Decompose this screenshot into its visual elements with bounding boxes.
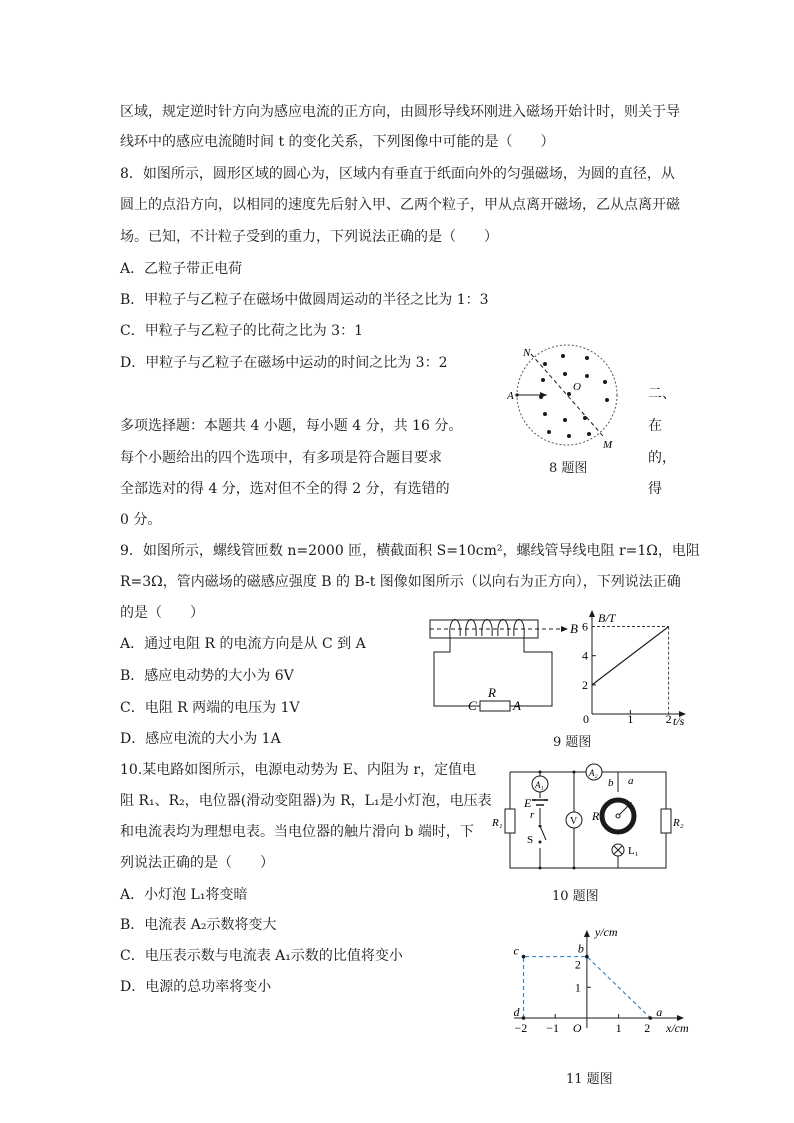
fig9-label-r: R [488,685,496,700]
q8-line-2: 圆上的点沿方向，以相同的速度先后射入甲、乙两个粒子，甲从点离开磁场，乙从点离开磁 [120,197,680,213]
fig11-tick-label-x2: 2 [644,1021,651,1035]
q9-line-3: 的是（ ） [120,605,204,621]
q9-line-2: R=3Ω，管内磁场的磁感应强度 B 的 B-t 图像如图所示（以向右为正方向），下列说法正确 [120,574,681,590]
fig9-label-a: A [513,698,521,713]
fig10-label-r1: R₁ [492,817,503,829]
section-2-line-2: 每个小题给出的四个选项中，有多项是符合题目要求 [120,450,442,466]
figure-8 [505,342,625,452]
figure-11-caption: 11 题图 [566,1072,613,1087]
fig11-x-axis-label: x/cm [666,1021,689,1035]
fig11-tick-label-x-minus-1: −1 [546,1021,559,1035]
fig9-tick-label-4: 4 [582,648,588,663]
q10-line-3: 和电流表均为理想电表。当电位器的触片滑向 b 端时，下 [120,824,474,840]
q10-option-c: C．电压表示数与电流表 A₁示数的比值将变小 [120,948,403,964]
fig11-tick-label-y2: 2 [574,957,581,972]
fig8-label-a: A [507,390,514,402]
fig8-label-o: O [573,381,581,393]
section-2-line-1: 多项选择题：本题共 4 小题，每小题 4 分，共 16 分。 [120,418,463,434]
q8-option-c: C．甲粒子与乙粒子的比荷之比为 3：1 [120,323,363,339]
q8-option-a: A．乙粒子带正电荷 [120,261,243,277]
q8-option-b: B．甲粒子与乙粒子在磁场中做圆周运动的半径之比为 1：3 [120,292,489,308]
figure-8-caption: 8 题图 [549,461,588,476]
q10-option-a: A．小灯泡 L₁将变暗 [120,887,248,903]
q9-option-d: D．感应电流的大小为 1A [120,731,281,747]
fig10-label-l1: L₁ [628,845,639,857]
q8-option-d: D．甲粒子与乙粒子在磁场中运动的时间之比为 3：2 [120,355,448,371]
fig11-label-a: a [656,1005,663,1019]
section-2-line-2-tail: 的， [648,450,676,466]
figure-9-caption: 9 题图 [553,735,592,750]
section-2-line-3: 全部选对的得 4 分，选对但不全的得 2 分，有选错的 [120,481,450,497]
q8-line-1: 8．如图所示，圆形区域的圆心为，区域内有垂直于纸面向外的匀强磁场，为圆的直径，从 [120,166,675,182]
q10-line-2: 阻 R₁、R₂，电位器(滑动变阻器)为 R，L₁是小灯泡，电压表 [120,793,492,809]
figure-9-chart [580,606,692,726]
fig11-point-a [649,1016,653,1020]
fig10-label-e: E [524,796,532,810]
fig11-tick-label-y1: 1 [574,980,581,995]
fig10-label-r-internal: r [530,809,535,821]
q8-line-3: 场。已知，不计粒子受到的重力，下列说法正确的是（ ） [120,229,498,245]
figure-11-chart [510,926,696,1038]
fig11-label-origin: O [572,1021,582,1035]
fig9-label-b: B [570,621,578,636]
figure-10-circuit [490,762,686,874]
fig11-y-axis-label: y/cm [594,925,618,939]
fig11-tick-label-x-minus-2: −2 [514,1021,528,1035]
fig10-label-s: S [527,834,534,846]
figure-10-caption: 10 题图 [552,889,599,904]
fig9-y-axis-label: B/T [598,611,616,625]
q7-line-1: 区域，规定逆时针方向为感应电流的正方向，由圆形导线环刚进入磁场开始计时，则关于导 [120,104,680,120]
q9-line-1: 9．如图所示，螺线管匝数 n=2000 匝，横截面积 S=10cm²，螺线管导线电阻 r=1Ω，电阻 [120,543,700,559]
section-2-line-1-tail: 在 [648,418,662,434]
q10-option-d: D．电源的总功率将变小 [120,979,272,995]
fig10-label-v: V [570,816,578,827]
fig11-point-b [585,955,589,959]
fig10-label-a: a [628,775,634,787]
q10-option-b: B．电流表 A₂示数将变大 [120,917,277,933]
fig11-label-d: d [513,1005,520,1019]
fig9-data-line [592,627,669,685]
fig11-point-c [522,955,526,959]
q10-line-4: 列说法正确的是（ ） [120,855,274,871]
q9-option-b: B．感应电动势的大小为 6V [120,668,294,684]
fig9-label-c: C [468,698,477,713]
fig9-x-axis-label: t/s [673,714,685,728]
q9-option-a: A．通过电阻 R 的电流方向是从 C 到 A [120,636,366,652]
q9-option-c: C．电阻 R 两端的电压为 1V [120,700,300,716]
fig9-tick-label-x1: 1 [627,712,634,726]
section-2-line-4: 0 分。 [120,512,162,528]
fig10-label-r: R [592,809,600,823]
fig11-label-c: c [513,943,519,958]
fig9-tick-label-0: 0 [583,712,589,726]
fig9-tick-label-2: 2 [582,677,588,692]
q7-line-2: 线环中的感应电流随时间 t 的变化关系，下列图像中可能的是（ ） [120,134,555,150]
fig10-label-a1: A₁ [535,780,544,790]
figure-9-circuit [428,606,576,724]
q10-line-1: 10.某电路如图所示，电源电动势为 E、内阻为 r，定值电 [120,762,477,778]
section-2-line-3-tail: 得 [648,481,662,497]
fig8-label-m: M [603,439,613,451]
fig8-label-n: N [523,347,531,359]
fig11-label-b: b [577,941,584,956]
fig11-tick-label-x1: 1 [615,1021,622,1035]
fig10-label-b: b [608,777,614,789]
fig9-tick-label-6: 6 [582,619,588,634]
fig10-label-r2: R₂ [673,817,684,829]
fig11-point-d [522,1016,526,1020]
fig10-label-a2: A₂ [589,768,598,778]
section-2-number: 二、 [648,386,676,402]
fig9-tick-label-x2: 2 [665,712,672,726]
